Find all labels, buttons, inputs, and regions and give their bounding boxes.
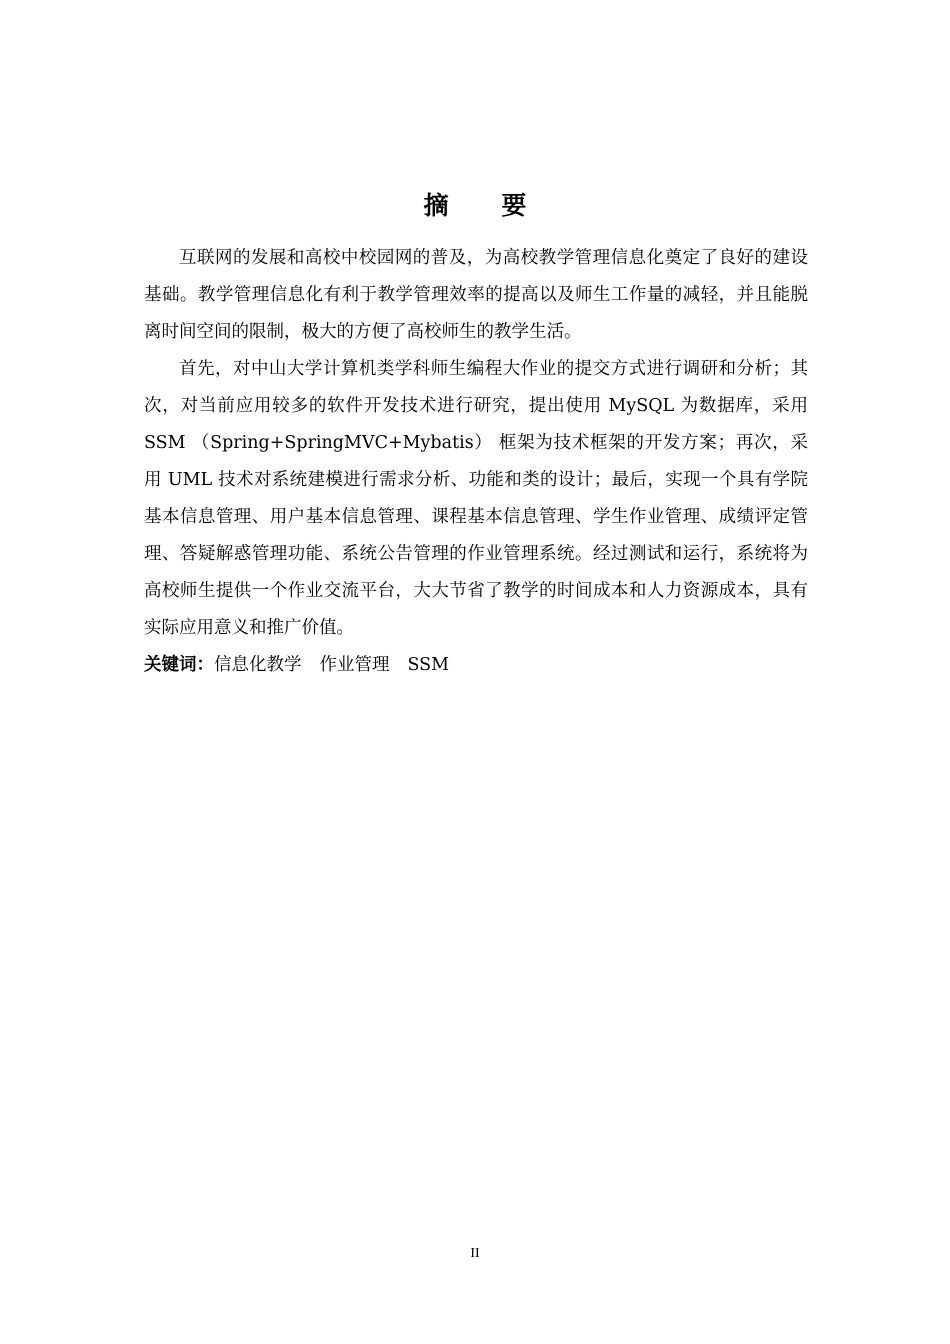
abstract-paragraph-2: 首先，对中山大学计算机类学科师生编程大作业的提交方式进行调研和分析；其次，对当前应用较多的软件开发技术进行研究，提出使用 MySQL 为数据库，采用 SSM （Spring+SpringMVC+Mybatis） 框架为技术框架的开发方案；再次，采用 UML 技术对系统建模进行需求分析、功能和类的设计；最后，实现一个具有学院基本信息管理、用户基本信息管理、课程基本信息管理、学生作业管理、成绩评定管理、答疑解惑管理功能、系统公告管理的作业管理系统。经过测试和运行，系统将为高校师生提供一个作业交流平台，大大节省了教学的时间成本和人力资源成本，具有实际应用意义和推广价值。 [144,359,808,638]
keyword-item: SSM [407,655,450,675]
abstract-body [144,240,808,684]
keyword-item: 信息化教学 [214,655,302,675]
keywords-label: 关键词： [144,655,214,675]
page-number: II [470,1246,480,1261]
abstract-paragraph-1: 互联网的发展和高校中校园网的普及，为高校教学管理信息化奠定了良好的建设基础。教学管理信息化有利于教学管理效率的提高以及师生工作量的减轻，并且能脱离时间空间的限制，极大的方便了高校师生的教学生活。 [144,248,808,342]
abstract-title: 摘 要 [423,191,549,220]
keyword-item: 作业管理 [319,655,390,675]
keywords-line [144,647,808,684]
